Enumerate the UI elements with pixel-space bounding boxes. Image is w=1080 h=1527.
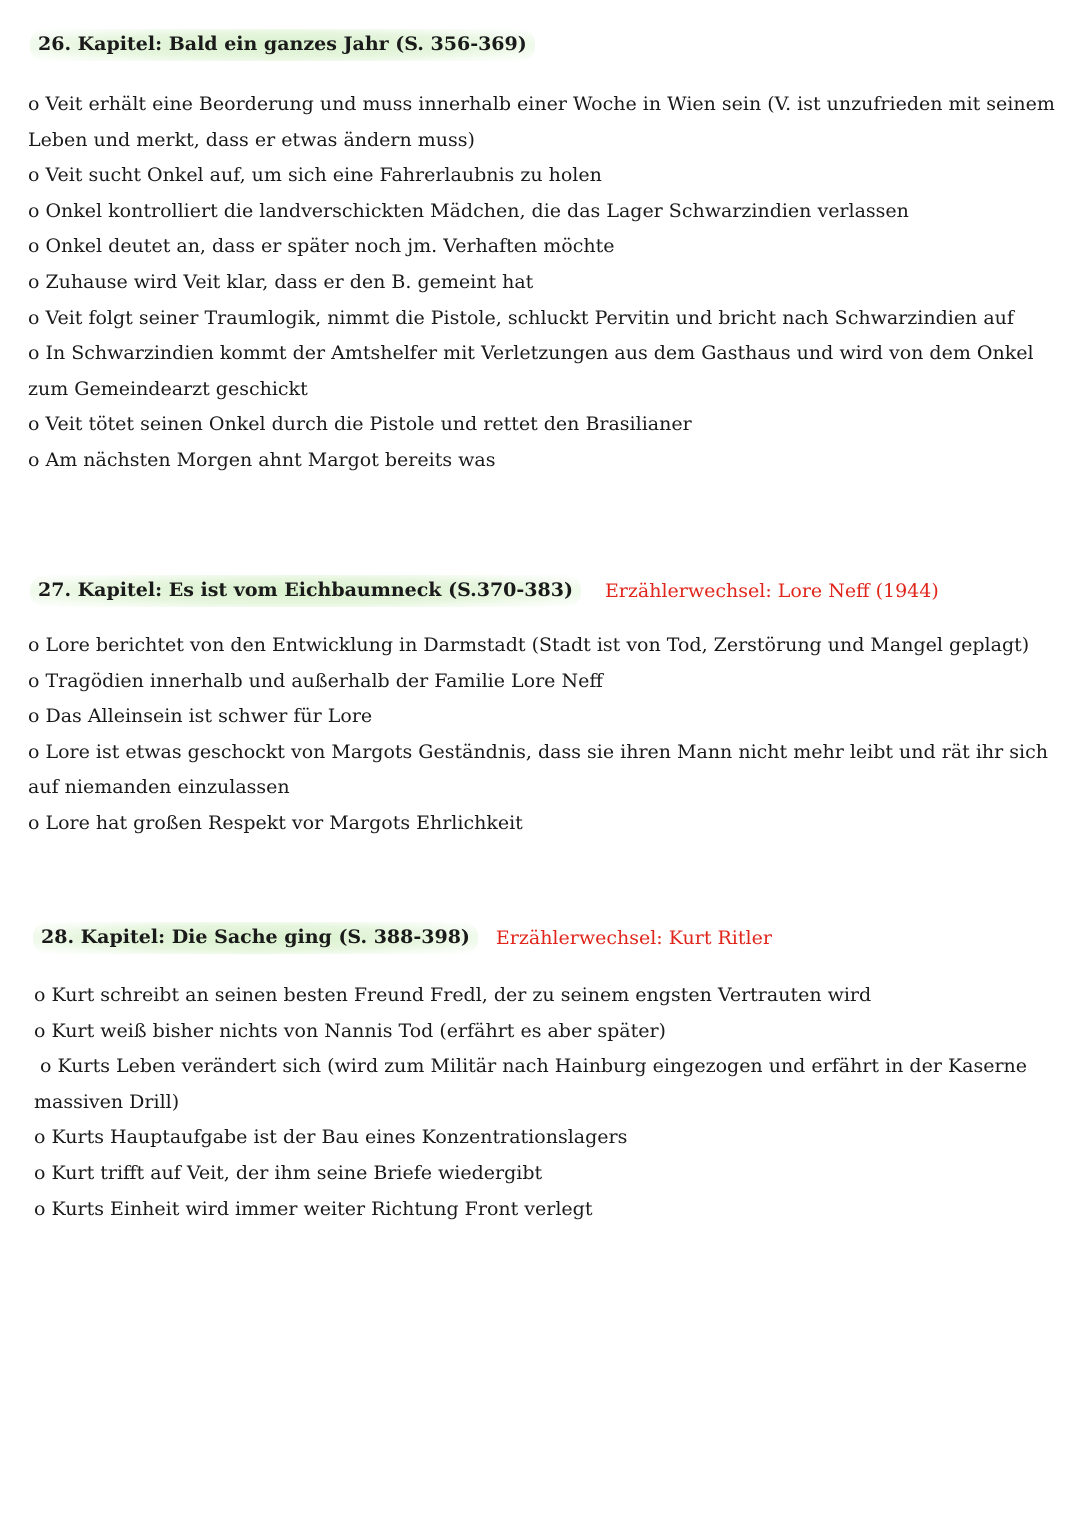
chapter-27-heading: 27. Kapitel: Es ist vom Eichbaumneck (S.370-383) [30, 575, 581, 607]
chapter-28-heading: 28. Kapitel: Die Sache ging (S. 388-398) [33, 922, 478, 954]
list-item: o Lore hat großen Respekt vor Margots Ehrlichkeit [28, 811, 523, 834]
list-item: o Zuhause wird Veit klar, dass er den B. gemeint hat [28, 270, 534, 293]
chapter-26-heading-row [30, 29, 535, 61]
list-item: o In Schwarzindien kommt der Amtshelfer mit Verletzungen aus dem Gasthaus und wird von dem Onkel zum Gemeindearzt geschickt [28, 342, 1034, 400]
list-item: o Lore berichtet von den Entwicklung in Darmstadt (Stadt ist von Tod, Zerstörung und Mangel geplagt) [28, 634, 1030, 656]
chapter-28-list [34, 978, 1054, 1227]
list-item: o Kurts Leben verändert sich (wird zum Militär nach Hainburg eingezogen und erfährt in der Kaserne massiven Drill) [34, 1055, 1034, 1113]
chapter-26-list [28, 87, 1058, 479]
chapter-27-narrator-change: Erzählerwechsel: Lore Neff (1944) [604, 580, 939, 602]
list-item: o Kurt trifft auf Veit, der ihm seine Briefe wiedergibt [34, 1161, 543, 1184]
list-item: o Kurts Einheit wird immer weiter Richtung Front verlegt [34, 1197, 593, 1220]
list-item: o Veit folgt seiner Traumlogik, nimmt die Pistole, schluckt Pervitin und bricht nach Schwarzindien auf [28, 306, 1014, 329]
chapter-27-list [28, 628, 1058, 842]
list-item: o Kurt schreibt an seinen besten Freund Fredl, der zu seinem engsten Vertrauten wird [34, 984, 872, 1006]
chapter-28-heading-row [33, 922, 772, 954]
list-item: o Veit tötet seinen Onkel durch die Pistole und rettet den Brasilianer [28, 413, 692, 436]
list-item: o Lore ist etwas geschockt von Margots Geständnis, dass sie ihren Mann nicht mehr leibt und rät ihr sich auf niemanden einzulassen [28, 740, 1048, 799]
chapter-28-narrator-change: Erzählerwechsel: Kurt Ritler [495, 927, 772, 949]
list-item: o Onkel deutet an, dass er später noch jm. Verhaften möchte [28, 235, 615, 258]
list-item: o Veit sucht Onkel auf, um sich eine Fahrerlaubnis zu holen [28, 164, 602, 187]
list-item: o Tragödien innerhalb und außerhalb der Familie Lore Neff [28, 669, 603, 692]
list-item: o Am nächsten Morgen ahnt Margot bereits was [28, 448, 496, 471]
list-item: o Onkel kontrolliert die landverschickten Mädchen, die das Lager Schwarzindien verlassen [28, 199, 909, 222]
chapter-26-heading: 26. Kapitel: Bald ein ganzes Jahr (S. 356-369) [30, 29, 535, 61]
list-item: o Das Alleinsein ist schwer für Lore [28, 705, 373, 728]
list-item: o Kurt weiß bisher nichts von Nannis Tod (erfährt es aber später) [34, 1019, 666, 1042]
chapter-27-heading-row [30, 575, 939, 607]
list-item: o Kurts Hauptaufgabe ist der Bau eines Konzentrationslagers [34, 1126, 628, 1149]
list-item: o Veit erhält eine Beorderung und muss innerhalb einer Woche in Wien sein (V. ist unzufrieden mit seinem Leben und merkt, dass er etwas ändern muss) [28, 93, 1055, 151]
